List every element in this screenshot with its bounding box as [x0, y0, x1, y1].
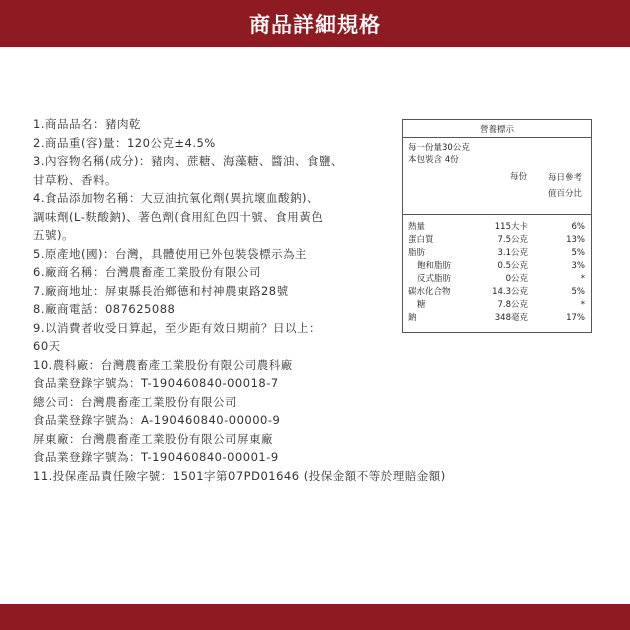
nutrient-name: 碳水化合物 — [408, 287, 451, 297]
nutrition-row — [403, 234, 591, 247]
nutrient-value: 0公克 — [505, 274, 528, 284]
nutrient-name: 糖 — [417, 300, 426, 310]
spec-line: 五號)。 — [33, 228, 74, 242]
nutrition-row — [403, 221, 591, 234]
servings-per-package: 本包裝含 4份 — [408, 155, 459, 165]
spec-line: 1.商品品名：豬肉乾 — [33, 117, 141, 131]
nutrient-name: 熱量 — [408, 222, 426, 232]
spec-line: 食品業登錄字號為：T-190460840-00001-9 — [33, 450, 279, 464]
nutrition-title: 營養標示 — [403, 120, 591, 138]
spec-line: 8.廠商電話：087625088 — [33, 302, 176, 316]
daily-value-header — [545, 170, 585, 202]
footer-bar — [0, 604, 630, 630]
spec-line: 4.食品添加物名稱：大豆油抗氧化劑(異抗壞血酸鈉)、 — [33, 191, 319, 205]
daily-value-header-line: 每日參考 — [547, 173, 582, 183]
nutrition-header-row — [403, 168, 591, 215]
nutrient-daily-percent: 6% — [571, 222, 585, 232]
nutrient-value: 7.5公克 — [497, 235, 528, 245]
nutrient-daily-percent: * — [580, 274, 585, 284]
daily-value-header-line: 值百分比 — [547, 189, 582, 199]
per-serving-header: 每份 — [510, 172, 528, 182]
spec-line: 10.農科廠：台灣農畜產工業股份有限公司農科廠 — [33, 357, 293, 372]
spec-line: 60天 — [33, 339, 61, 353]
nutrition-row — [403, 273, 591, 286]
nutrient-value: 3.1公克 — [497, 248, 528, 258]
spec-line: 6.廠商名稱：台灣農畜產工業股份有限公司 — [33, 265, 261, 279]
spec-line: 9.以消費者收受日算起，至少距有效日期前？日以上： — [33, 320, 321, 335]
serving-info — [403, 138, 591, 166]
spec-line: 5.原產地(國)：台灣，具體使用已外包裝袋標示為主 — [33, 246, 307, 261]
nutrient-value: 7.8公克 — [497, 300, 528, 310]
nutrient-name: 反式脂肪 — [417, 274, 452, 284]
spec-line: 食品業登錄字號為：T-190460840-00018-7 — [33, 376, 279, 390]
nutrition-facts-table — [402, 119, 592, 333]
nutrient-value: 348毫克 — [494, 313, 528, 323]
nutrient-daily-percent: 3% — [571, 261, 585, 271]
spec-line: 屏東廠：台灣農畜產工業股份有限公司屏東廠 — [33, 431, 273, 446]
spec-line: 調味劑(L-麩酸鈉)、著色劑(食用紅色四十號、食用黃色 — [33, 209, 324, 224]
nutrition-row — [403, 299, 591, 312]
serving-size: 每一份量30公克 — [408, 143, 470, 153]
page-title: 商品詳細規格 — [249, 12, 381, 37]
nutrient-value: 115大卡 — [494, 222, 528, 232]
spec-line: 3.內容物名稱(成分)：豬肉、蔗糖、海藻糖、醬油、食鹽、 — [33, 154, 343, 168]
spec-line: 2.商品重(容)量：120公克±4.5% — [33, 135, 216, 150]
nutrition-row — [403, 247, 591, 260]
nutrition-row — [403, 260, 591, 273]
nutrient-daily-percent: 17% — [566, 313, 585, 323]
nutrient-name: 蛋白質 — [408, 235, 434, 245]
spec-line: 食品業登錄字號為：A-190460840-00000-9 — [33, 413, 281, 427]
nutrient-daily-percent: 5% — [571, 287, 585, 297]
nutrition-row — [403, 286, 591, 299]
spec-line: 7.廠商地址：屏東縣長治鄉德和村神農東路28號 — [33, 283, 289, 298]
spec-line: 11.投保產品責任險字號：1501字第07PD01646 (投保金額不等於理賠金額) — [33, 468, 446, 483]
nutrient-name: 飽和脂肪 — [417, 261, 452, 271]
spec-line: 甘草粉、香料。 — [33, 172, 117, 187]
nutrient-daily-percent: * — [580, 300, 585, 310]
header-bar — [0, 0, 630, 47]
nutrient-daily-percent: 5% — [571, 248, 585, 258]
spec-line: 總公司：台灣農畜產工業股份有限公司 — [33, 394, 237, 409]
nutrient-value: 14.3公克 — [492, 287, 528, 297]
nutrition-row — [403, 312, 591, 325]
nutrient-value: 0.5公克 — [497, 261, 528, 271]
nutrition-rows — [403, 215, 591, 325]
nutrient-name: 脂肪 — [408, 248, 426, 258]
nutrient-daily-percent: 13% — [566, 235, 585, 245]
nutrient-name: 鈉 — [408, 313, 417, 323]
